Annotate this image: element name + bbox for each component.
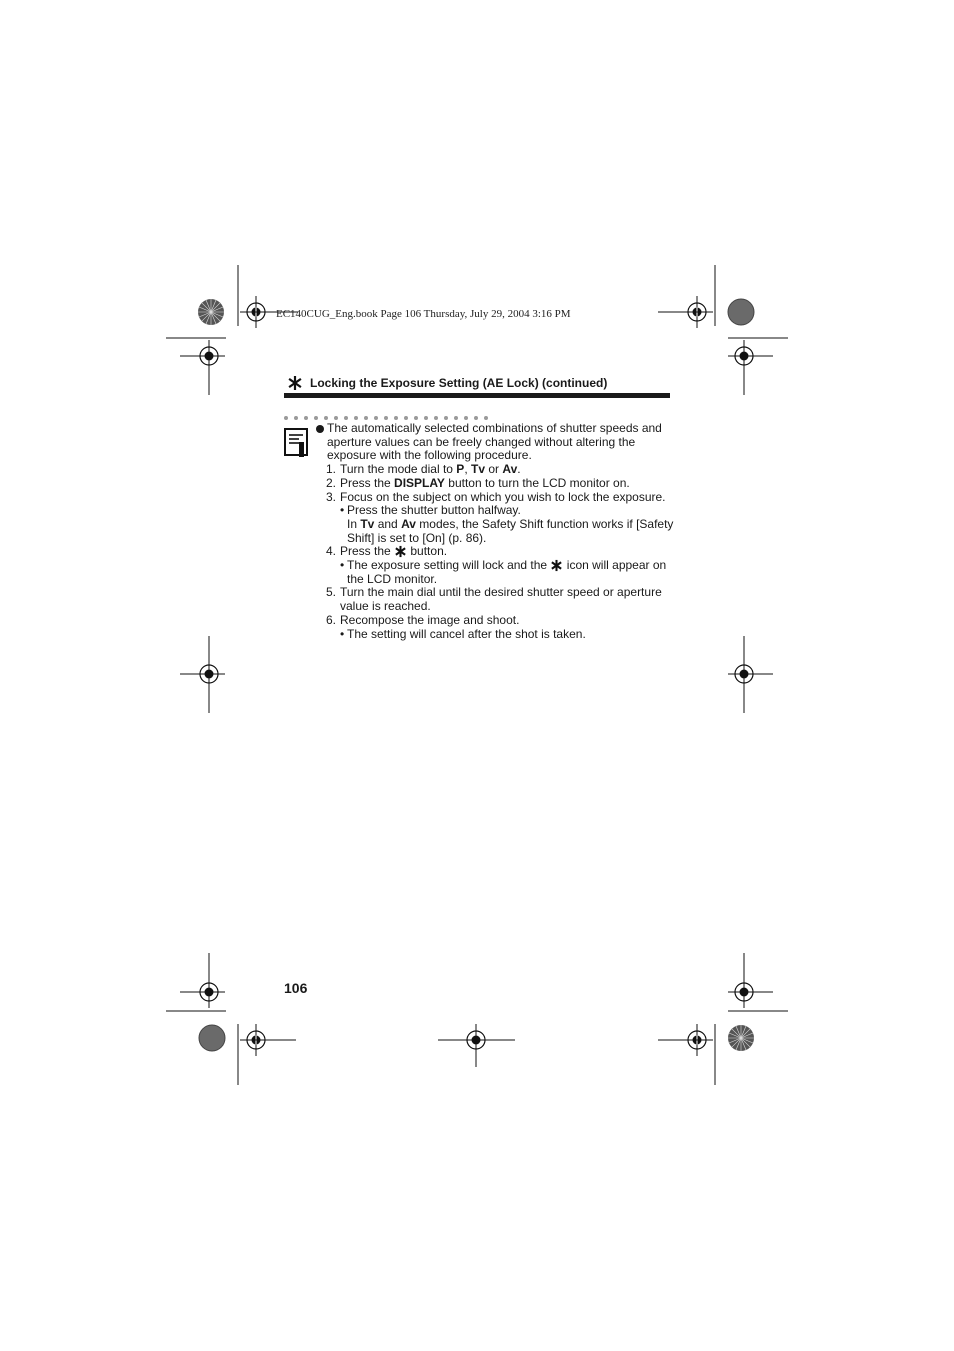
- sub-bullet: •: [340, 626, 345, 641]
- step-5: [314, 586, 674, 613]
- book-file-header: EC140CUG_Eng.book Page 106 Thursday, July 29, 2004 3:16 PM: [276, 308, 571, 320]
- step-text: Press the: [340, 475, 395, 490]
- sub-bullet: •: [340, 558, 345, 573]
- sub-bullet: •: [340, 503, 345, 518]
- title-rule: [284, 393, 670, 398]
- display-button-label: DISPLAY: [394, 475, 445, 490]
- mode-av: Av: [401, 516, 416, 531]
- sub-text: modes, the Safety Shift function works if [Safety Shift] is set to [On] (p. 86).: [347, 516, 674, 545]
- memo-note-icon: [284, 428, 308, 458]
- sub-text: Press the shutter button halfway.: [347, 503, 521, 518]
- step-text: button to turn the LCD monitor on.: [444, 475, 630, 490]
- mode-tv: Tv: [470, 462, 485, 477]
- step-text: Press the: [340, 544, 395, 559]
- mode-tv: Tv: [360, 516, 375, 531]
- step-number: 4.: [326, 544, 337, 559]
- step-text: or: [485, 462, 503, 477]
- step-number: 3.: [326, 489, 337, 504]
- step-text: ,: [464, 462, 471, 477]
- step-text: Focus on the subject on which you wish to lock the exposure.: [340, 489, 666, 504]
- mode-av: Av: [502, 462, 518, 477]
- ae-lock-asterisk-icon: [394, 545, 407, 558]
- note-intro: The automatically selected combinations of shutter speeds and aperture values can be freely changed without altering the exposure with the following procedure.: [327, 421, 662, 463]
- ae-lock-asterisk-icon: [550, 559, 563, 572]
- step-number: 6.: [326, 612, 337, 627]
- sub-text: icon will appear on the LCD monitor.: [347, 558, 667, 586]
- dotted-separator: [284, 416, 494, 420]
- step-number: 2.: [326, 475, 337, 490]
- step-number: 5.: [326, 585, 337, 600]
- note-bullet: [314, 422, 674, 463]
- note-content: [314, 422, 674, 641]
- step-3: [314, 491, 674, 505]
- ae-lock-asterisk-icon: [288, 376, 302, 390]
- step-text: Turn the main dial until the desired shutter speed or aperture value is reached.: [340, 585, 662, 614]
- step-4: [314, 545, 674, 559]
- step-text: Turn the mode dial to: [340, 462, 457, 477]
- sub-text: The exposure setting will lock and the: [347, 558, 551, 573]
- section-title-text: Locking the Exposure Setting (AE Lock) (continued): [310, 376, 608, 390]
- step-2: [314, 477, 674, 491]
- step-6-sub: [314, 628, 674, 642]
- step-text: Recompose the image and shoot.: [340, 612, 520, 627]
- sub-text: and: [374, 516, 402, 531]
- step-4-sub: [314, 559, 674, 586]
- step-6: [314, 614, 674, 628]
- step-3-sub: [314, 504, 674, 545]
- step-number: 1.: [326, 462, 337, 477]
- sub-text: In: [347, 516, 361, 531]
- page-number: 106: [284, 980, 308, 996]
- step-text: button.: [410, 544, 448, 559]
- step-text: .: [517, 462, 521, 477]
- section-title: [288, 376, 607, 390]
- step-1: [314, 463, 674, 477]
- sub-text: The setting will cancel after the shot is taken.: [347, 626, 586, 641]
- mode-p: P: [456, 462, 465, 477]
- bullet-dot: [316, 425, 324, 433]
